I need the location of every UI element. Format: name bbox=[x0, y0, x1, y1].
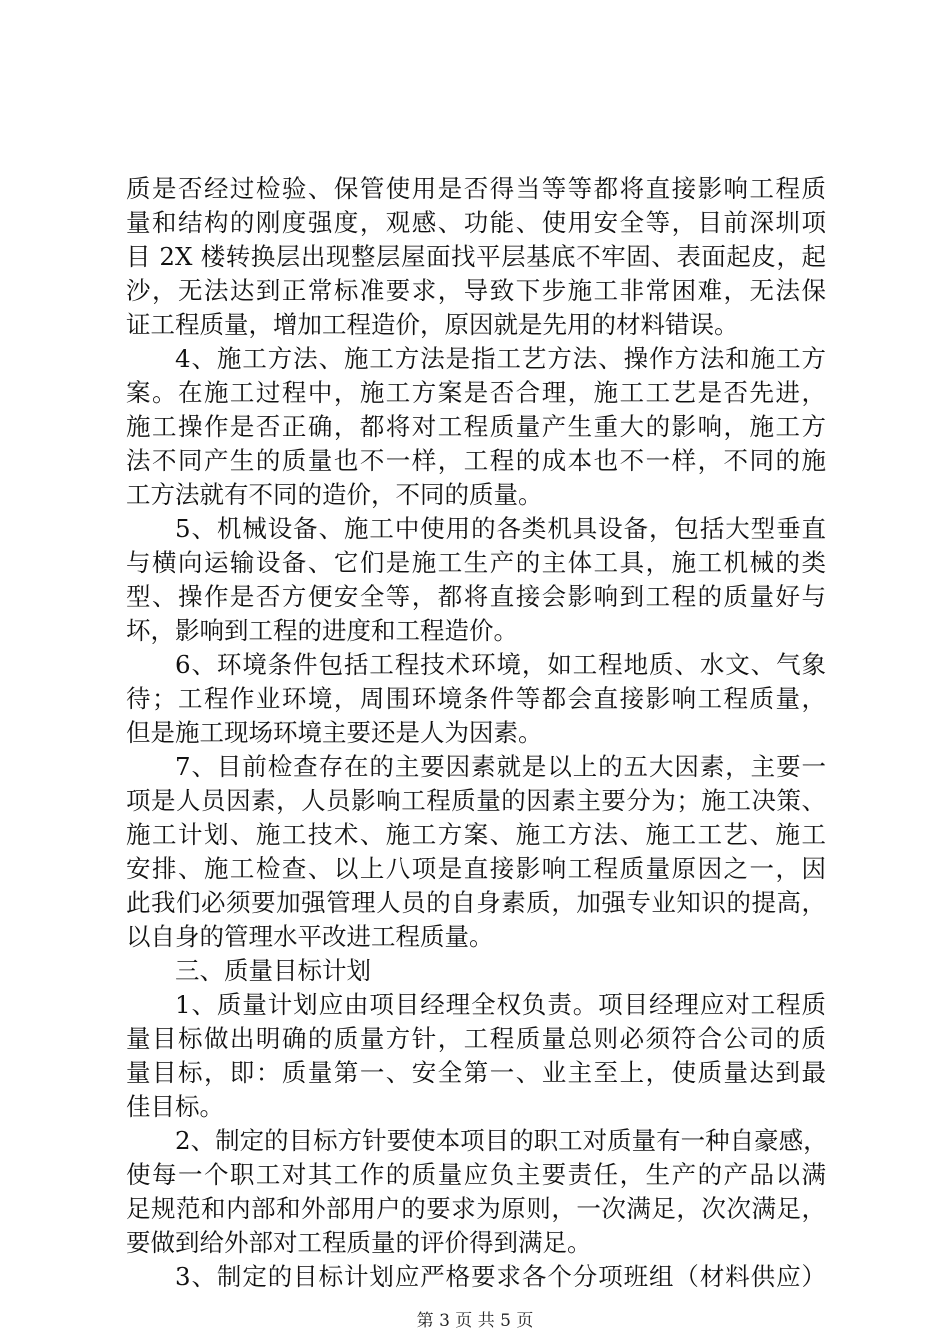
text-line: 足规范和内部和外部用户的要求为原则，一次满足，次次满足， bbox=[126, 1194, 826, 1223]
text-line: 要做到给外部对工程质量的评价得到满足。 bbox=[126, 1228, 592, 1257]
text-line: 4、施工方法、施工方法是指工艺方法、操作方法和施工方 bbox=[175, 344, 826, 373]
text-line: 量目标，即：质量第一、安全第一、业主至上，使质量达到最 bbox=[126, 1058, 826, 1087]
text-line: 型、操作是否方便安全等，都将直接会影响到工程的质量好与 bbox=[126, 582, 826, 611]
text-line: 质是否经过检验、保管使用是否得当等等都将直接影响工程质 bbox=[126, 174, 826, 203]
text-line: 使每一个职工对其工作的质量应负主要责任，生产的产品以满 bbox=[126, 1160, 826, 1189]
text-line: 3、制定的目标计划应严格要求各个分项班组（材料供应） bbox=[175, 1262, 826, 1291]
text-line: 证工程质量，增加工程造价，原因就是先用的材料错误。 bbox=[126, 310, 739, 339]
text-line: 佳目标。 bbox=[126, 1092, 224, 1121]
text-line: 量目标做出明确的质量方针，工程质量总则必须符合公司的质 bbox=[126, 1024, 826, 1053]
text-line: 此我们必须要加强管理人员的自身素质，加强专业知识的提高， bbox=[126, 888, 826, 917]
text-line: 7、目前检查存在的主要因素就是以上的五大因素，主要一 bbox=[175, 752, 826, 781]
text-line: 沙，无法达到正常标准要求，导致下步施工非常困难，无法保 bbox=[126, 276, 826, 305]
text-line: 施工计划、施工技术、施工方案、施工方法、施工工艺、施工 bbox=[126, 820, 826, 849]
text-line: 坏，影响到工程的进度和工程造价。 bbox=[126, 616, 518, 645]
text-line: 安排、施工检查、以上八项是直接影响工程质量原因之一，因 bbox=[126, 854, 826, 883]
text-line: 量和结构的刚度强度，观感、功能、使用安全等，目前深圳项 bbox=[126, 208, 826, 237]
text-line: 但是施工现场环境主要还是人为因素。 bbox=[126, 718, 543, 747]
text-line: 目 2X 楼转换层出现整层屋面找平层基底不牢固、表面起皮，起 bbox=[126, 242, 826, 271]
text-line: 施工操作是否正确，都将对工程质量产生重大的影响，施工方 bbox=[126, 412, 826, 441]
text-line: 案。在施工过程中，施工方案是否合理，施工工艺是否先进， bbox=[126, 378, 826, 407]
text-line: 待；工程作业环境，周围环境条件等都会直接影响工程质量， bbox=[126, 684, 826, 713]
text-line: 2、制定的目标方针要使本项目的职工对质量有一种自豪感， bbox=[175, 1126, 828, 1155]
text-line: 1、质量计划应由项目经理全权负责。项目经理应对工程质 bbox=[175, 990, 826, 1019]
section-heading: 三、质量目标计划 bbox=[175, 956, 371, 985]
text-line: 6、环境条件包括工程技术环境，如工程地质、水文、气象 bbox=[175, 650, 826, 679]
text-line: 项是人员因素，人员影响工程质量的因素主要分为；施工决策、 bbox=[126, 786, 826, 815]
text-line: 5、机械设备、施工中使用的各类机具设备，包括大型垂直 bbox=[175, 514, 826, 543]
text-line: 工方法就有不同的造价，不同的质量。 bbox=[126, 480, 543, 509]
text-line: 法不同产生的质量也不一样，工程的成本也不一样，不同的施 bbox=[126, 446, 826, 475]
page-number-footer: 第 3 页 共 5 页 bbox=[416, 1311, 534, 1331]
text-line: 以自身的管理水平改进工程质量。 bbox=[126, 922, 494, 951]
text-line: 与横向运输设备、它们是施工生产的主体工具，施工机械的类 bbox=[126, 548, 826, 577]
